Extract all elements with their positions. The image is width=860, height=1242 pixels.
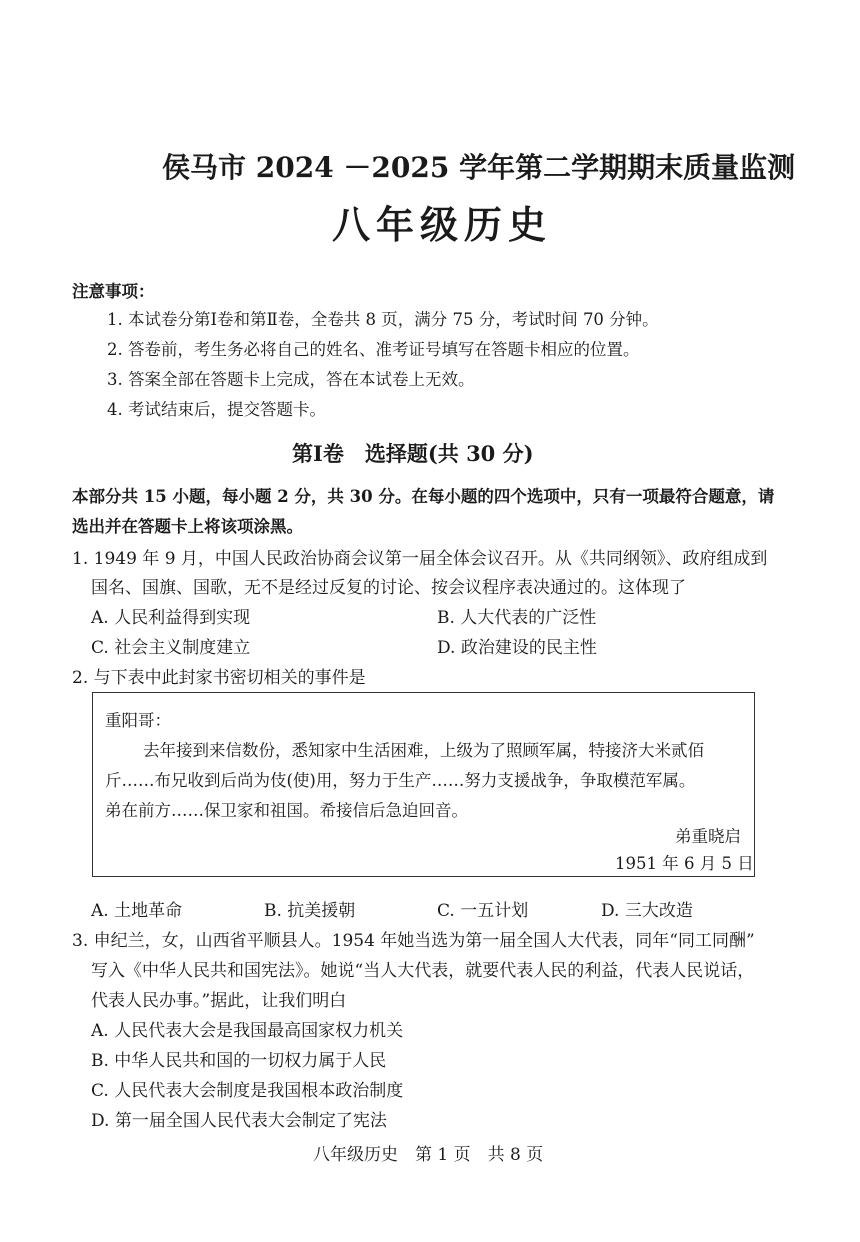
q2-option-c: C. 一五计划: [437, 901, 529, 921]
q3-stem-line-1: 3. 申纪兰，女，山西省平顺县人。1954 年她当选为第一届全国人大代表，同年“同工同酬”: [72, 931, 755, 951]
section-instruction-line-1: 本部分共 15 小题，每小题 2 分，共 30 分。在每小题的四个选项中，只有一项最符合题意，请: [72, 487, 775, 506]
letter-salutation: 重阳哥：: [105, 711, 171, 730]
q2-option-a: A. 土地革命: [91, 901, 183, 921]
exam-title: 侯马市 2024 －2025 学年第二学期期末质量监测: [162, 151, 796, 184]
q3-option-a: A. 人民代表大会是我国最高国家权力机关: [91, 1021, 404, 1041]
notice-item-1: 1. 本试卷分第Ⅰ卷和第Ⅱ卷，全卷共 8 页，满分 75 分，考试时间 70 分钟。: [107, 310, 659, 329]
section-instruction-line-2: 选出并在答题卡上将该项涂黑。: [72, 517, 303, 536]
section-title: 第Ⅰ卷 选择题(共 30 分): [292, 441, 534, 466]
q3-option-c: C. 人民代表大会制度是我国根本政治制度: [91, 1081, 404, 1101]
notice-heading: 注意事项：: [72, 282, 155, 301]
letter-line-2: 斤……布兄收到后尚为伎(使)用，努力于生产……努力支援战争，争取模范军属。: [105, 771, 696, 790]
q1-option-d: D. 政治建设的民主性: [437, 638, 597, 658]
q3-option-d: D. 第一届全国人民代表大会制定了宪法: [91, 1111, 387, 1131]
q1-stem-line-1: 1. 1949 年 9 月，中国人民政治协商会议第一届全体会议召开。从《共同纲领》、政府组成到: [72, 549, 768, 569]
q2-option-b: B. 抗美援朝: [264, 901, 356, 921]
q1-option-c: C. 社会主义制度建立: [91, 638, 251, 658]
page-footer: 八年级历史 第 1 页 共 8 页: [313, 1145, 544, 1165]
letter-line-1: 去年接到来信数份，悉知家中生活困难，上级为了照顾军属，特接济大米贰佰: [143, 741, 704, 760]
letter-line-3: 弟在前方……保卫家和祖国。希接信后急迫回音。: [105, 801, 468, 820]
q1-option-b: B. 人大代表的广泛性: [437, 608, 597, 628]
subject-title: 八年级历史: [332, 202, 553, 247]
q2-option-d: D. 三大改造: [601, 901, 693, 921]
letter-signature: 弟重晓启: [675, 827, 741, 846]
q2-stem: 2. 与下表中此封家书密切相关的事件是: [72, 668, 366, 688]
q3-stem-line-3: 代表人民办事。”据此，让我们明白: [91, 991, 347, 1011]
notice-item-3: 3. 答案全部在答题卡上完成，答在本试卷上无效。: [107, 370, 475, 389]
family-letter-box: [92, 692, 755, 877]
letter-date: 1951 年 6 月 5 日: [615, 854, 754, 873]
q3-option-b: B. 中华人民共和国的一切权力属于人民: [91, 1051, 387, 1071]
notice-item-2: 2. 答卷前，考生务必将自己的姓名、准考证号填写在答题卡相应的位置。: [107, 340, 640, 359]
notice-item-4: 4. 考试结束后，提交答题卡。: [107, 400, 326, 419]
q1-option-a: A. 人民利益得到实现: [91, 608, 251, 628]
q3-stem-line-2: 写入《中华人民共和国宪法》。她说“当人大代表，就要代表人民的利益，代表人民说话，: [91, 961, 755, 981]
q1-stem-line-2: 国名、国旗、国歌，无不是经过反复的讨论、按会议程序表决通过的。这体现了: [91, 578, 686, 598]
